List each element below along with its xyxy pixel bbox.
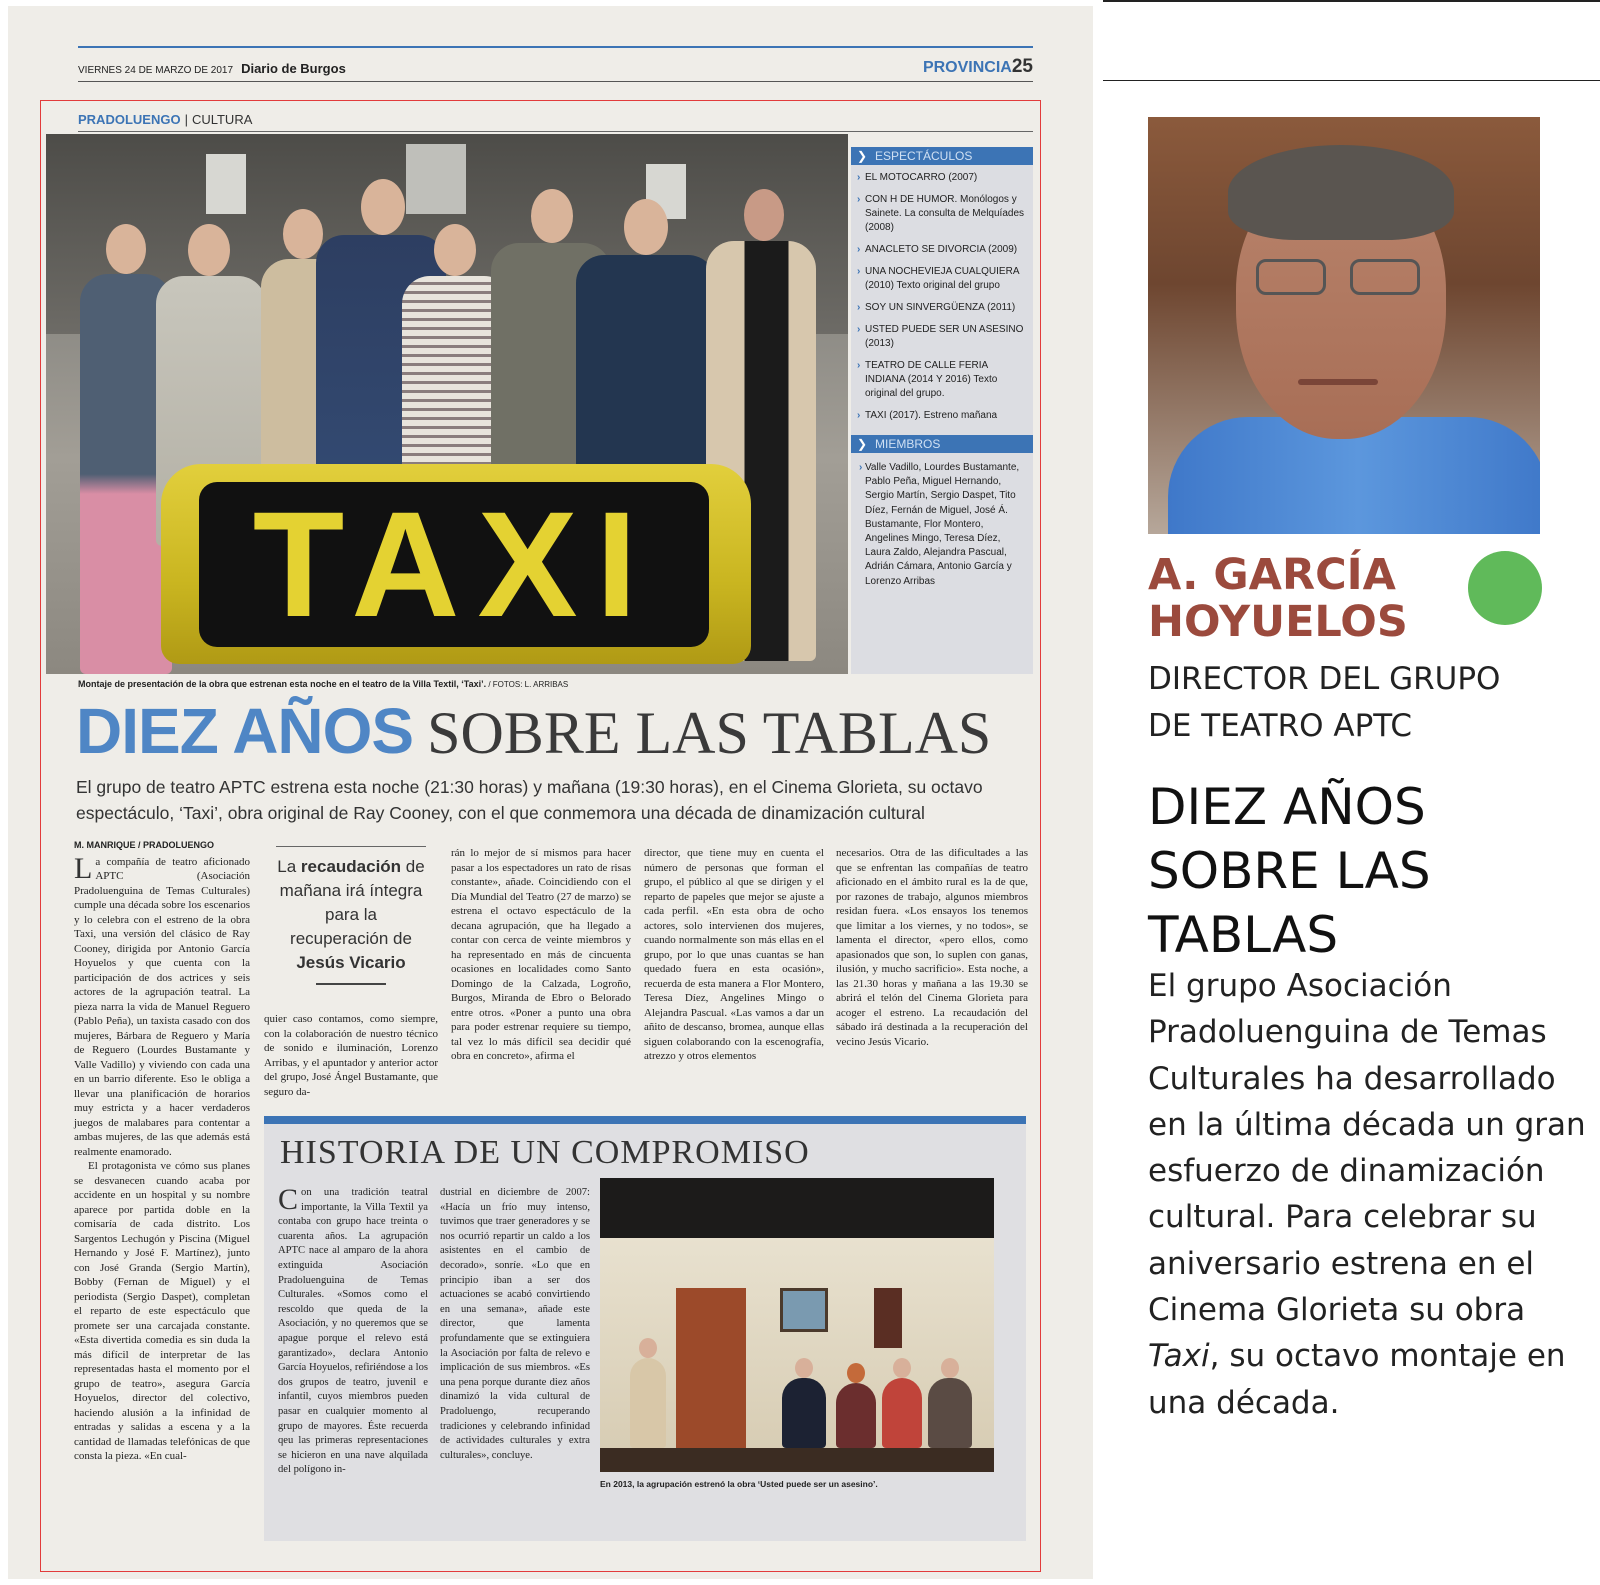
taxi-sign-plate (199, 482, 709, 647)
pull-quote-emphasis: Jesús Vicario (296, 953, 406, 972)
show-item: › CON H DE HUMOR. Monólogos y Sainete. La consulta de Melquíades (2008) (859, 193, 1027, 235)
stage-actor-head (847, 1363, 865, 1383)
photo-credit: / FOTOS: L. ARRIBAS (486, 680, 569, 689)
portrait-mouth (1298, 379, 1378, 385)
show-item: › UNA NOCHEVIEJA CUALQUIERA (2010) Texto original del grupo (859, 265, 1027, 293)
column-text: a compañía de teatro aficionado APTC (Asociación Pradoluenguina de Temas Culturales) cumple una década sobre los escenarios y lo celebra con el estreno de la obra Taxi, una versión del clásico de Ray Cooney, dirigida por Antonio García Hoyuelos y que cuenta con la participación de dos actrices y seis actores de la agrupación teatral. La pieza narra la vida de Manuel Reguero (Pablo Peña), un taxista casado con dos mujeres, Bárbara de Reguero y María de Reguero (Lourdes Bustamante y Valle Vadillo) y viviendo con cada una en un barrio diferente. Eso le obliga a llevar una planificación de horarios muy estricta y a hacer verdaderos juegos de malabares para contentar a ambas mujeres, de las que además está realmente enamorado. (74, 855, 250, 1158)
history-box-top-bar (264, 1116, 1026, 1124)
person-role-line: DIRECTOR DEL GRUPO (1148, 661, 1501, 697)
history-column-2: dustrial en diciembre de 2007: «Hacía un frío muy intenso, tuvimos que traer generadores y se nos ocurrió repartir un caldo a los asistentes en el cambio de decorado», sonríe. «Lo que en principio iban a ser dos actuaciones se acabó convirtiendo en una semana», añade este director, que lamenta profundamente que se extinguiera la Asociación por falta de relevo e implicación de sus miembros. «Es una pena porque durante diez años dinamizó la vida cultural de Pradoluengo, recuperando tradiciones y celebrando infinidad de actividades culturales y extra culturales», concluye. (440, 1187, 590, 1461)
article-column-1 (74, 838, 250, 1464)
page-number: 25 (1011, 56, 1033, 77)
portrait-glasses (1256, 259, 1426, 299)
person-name-line: HOYUELOS (1148, 597, 1408, 647)
history-box (264, 1116, 1026, 1541)
stage-actor-head (639, 1338, 657, 1358)
article-column-4: director, que tiene muy en cuenta el número de personas que forman el grupo, el público al que se dirigen y el reparto de papeles que mejor se ajuste a cada perfil. «En esta obra de ocho actores, solo intervienen dos mujeres, cuando normalmente son más ellas en el grupo, por lo que unas cuantas se han quedado fuera en esta ocasión», recuerda de esta manera a Flor Montero, Teresa Díez, Angelines Mingo o Alejandra Pascual. «Las vamos a dar un añito de descanso, bromea, aunque ellas siguen colaborando con la escenografía, atrezzo y otros elementos (644, 847, 824, 1062)
history-title: HISTORIA DE UN COMPROMISO (280, 1134, 810, 1171)
stage-painting (780, 1288, 828, 1332)
stage-actor (928, 1378, 972, 1448)
show-item: › USTED PUEDE SER UN ASESINO (2013) (859, 323, 1027, 351)
stage-actor (882, 1378, 922, 1448)
show-item: › EL MOTOCARRO (2007) (859, 171, 1027, 185)
article-kicker (78, 112, 1033, 127)
article-headline (76, 694, 991, 768)
pull-quote-text: de mañana irá íntegra para la recuperación de (279, 857, 425, 948)
panel-divider-rule (1103, 80, 1600, 81)
show-item: › SOY UN SINVERGÜENZA (2011) (859, 301, 1027, 315)
stage-photo-caption: En 2013, la agrupación estrenó la obra ‘Usted puede ser un asesino’. (600, 1479, 878, 1489)
portrait-hair (1228, 145, 1454, 240)
summary-text-emphasis: Taxi (1148, 1338, 1210, 1375)
pull-quote (276, 846, 426, 985)
director-portrait (1148, 117, 1540, 534)
headline-part-b: SOBRE LAS TABLAS (427, 700, 992, 766)
summary-text (1148, 963, 1593, 1426)
kicker-separator: | (184, 112, 188, 127)
article-column-5: necesarios. Otra de las dificultades a las que se enfrentan las compañías de teatro aficionado en el ámbito rural es la de que, por razones de trabajo, algunos miembros residan fuera. «Los ensayos los tenemos que limitar a los viernes, y no todos», se lamenta el director, «pero ellos, como apasionados que son, lo suplen con ganas, ilusión, y mucho sacrificio». Esta noche, a las 21.30 horas y mañana a las 19.30 se abrirá el telón del Cinema Glorieta para acoger el estreno. La recaudación del sábado irá destinada a la recuperación del vecino Jesús Vicario. (836, 847, 1028, 1048)
masthead-top-rule (78, 46, 1033, 48)
show-item: › TEATRO DE CALLE FERIA INDIANA (2014 Y 2016) Texto original del grupo. (859, 359, 1027, 401)
stage-actor (836, 1383, 876, 1448)
article-column-3: rán lo mejor de sí mismos para hacer pasar a los espectadores un rato de risas constante», añade. Coincidiendo con el Día Mundial del Teatro (27 de marzo) se estrena el octavo espectáculo de la decana agrupación, que ha llegado a contar con cerca de veinte miembros y ha representado en más de cincuenta ocasiones en localidades como Santo Domingo de la Calzada, Logroño, Burgos, Miranda de Ebro o Belorado entre otros. «Poner a punto una obra para poder estrenar requiere su tiempo, tal vez lo más difícil sea decidir qué obra en concreto», afirma el (451, 847, 631, 1062)
stage-door (676, 1288, 746, 1448)
stage-actor (630, 1358, 666, 1448)
stage-actor-head (941, 1358, 959, 1378)
pull-quote-text: La (277, 857, 301, 876)
section-label (923, 56, 1033, 78)
section-name: PROVINCIA (922, 59, 1012, 76)
pull-quote-emphasis: recaudación (300, 857, 402, 876)
show-item: › TAXI (2017). Estreno mañana (859, 409, 1027, 423)
photo-window (206, 154, 246, 214)
sidebar-members-heading: ❯ MIEMBROS (851, 435, 1033, 453)
summary-title: DIEZ AÑOS SOBRE LAS TABLAS (1148, 778, 1431, 964)
headline-part-a: DIEZ AÑOS (76, 695, 414, 767)
history-column-1 (278, 1183, 428, 1478)
show-item: › ANACLETO SE DIVORCIA (2009) (859, 243, 1027, 257)
sidebar-shows-heading: ❯ ESPECTÁCULOS (851, 147, 1033, 165)
drop-cap: L (74, 851, 93, 885)
byline: M. MANRIQUE / PRADOLUENGO (74, 840, 215, 850)
drop-cap: C (278, 1183, 299, 1216)
article-subheadline: El grupo de teatro APTC estrena esta noche (21:30 horas) y mañana (19:30 horas), en el Cinema Glorieta, su octavo espectáculo, ‘Taxi’, obra original de Ray Cooney, con el que conmemora una década de dinamización cultural (76, 777, 983, 823)
panel-top-rule (1103, 0, 1600, 2)
kicker-place: PRADOLUENGO (78, 112, 181, 127)
column-text: on una tradición teatral importante, la Villa Textil ya contaba con grupo hace treinta o cuarenta años. La agrupación APTC nace al amparo de la ahora extinguida Asociación Pradoluenguina de Temas Culturales. «Somos como el rescoldo que queda de la Asociación, y no queremos que se apague porque el relevo está garantizado», declara Antonio García Hoyuelos, refiriéndose a los dos grupos de teatro, juvenil e infantil, cuyos miembros pueden pasar en cualquier momento al grupo de mayores. Éste recuerda qeu las primeras representaciones se hicieron en una nave alquilada del polígono in- (278, 1187, 428, 1476)
masthead (78, 46, 1033, 82)
summary-text-part: , su octavo montaje en una década. (1148, 1338, 1566, 1421)
stage-actor (782, 1378, 826, 1448)
issue-date: VIERNES 24 DE MARZO DE 2017 (78, 65, 234, 76)
stage-floor (600, 1448, 994, 1472)
stage-photo (600, 1178, 994, 1472)
person-role-line: DE TEATRO APTC (1148, 708, 1413, 744)
stage-actor-head (893, 1358, 911, 1378)
stage-clock (874, 1288, 902, 1348)
kicker-rule (78, 131, 1033, 132)
kicker-topic: CULTURA (191, 112, 253, 127)
column-paragraph: El protagonista ve cómo sus planes se desvanecen cuando acaba por accidente en un hospital y su nombre aparece por partida doble en la comisaría de cada distrito. Los Sargentos Lechugón y Piscina (Miguel Hernando y José F. Martínez), junto con José Granda (Sergio Martín), Bobby (Fernan de Miguel) y el periodista (Sergio Daspet), completan el reparto de este espectáculo que promete ser una carcajada constante. «Esta divertida comedia es sin duda la más difícil de interpretar de las representadas hasta el momento por el grupo de teatro», asegura García Hoyuelos, director del colectivo, haciendo alusión a la infinidad de entradas y salidas a escena y a la cantidad de llamadas telefónicas de que consta la pieza. «En cual- (74, 1160, 250, 1462)
person-name (1148, 552, 1408, 646)
members-list: › Valle Vadillo, Lourdes Bustamante, Pablo Peña, Miguel Hernando, Sergio Martín, Sergio Daspet, Tito Díez, Fernán de Miguel, José Á. Bustamante, Flor Montero, Angelines Mingo, Teresa Díez, Laura Zaldo, Alejandra Pascual, Adrián Cámara, Antonio García y Lorenzo Arribas (851, 453, 1033, 589)
main-photo-caption (78, 679, 568, 689)
photo-window (406, 144, 466, 214)
newspaper-page (8, 6, 1093, 1579)
status-dot (1468, 551, 1542, 625)
person-name-line: A. GARCÍA (1148, 550, 1396, 600)
newspaper-brand: Diario de Burgos (241, 61, 346, 76)
caption-text: Montaje de presentación de la obra que estrenan esta noche en el teatro de la Villa Textil, ‘Taxi’. (78, 679, 487, 689)
sidebar-box (851, 147, 1033, 674)
main-photo (46, 134, 848, 674)
person-role (1148, 656, 1500, 750)
article-column-2: quier caso contamos, como siempre, con la colaboración de nuestro técnico de sonido e iluminación, Lorenzo Arribas, y el apuntador y anterior actor del grupo, José Ángel Bustamante, que seguro da- (264, 1013, 438, 1098)
taxi-sign-text: TAXI (252, 480, 656, 648)
stage-actor-head (795, 1358, 813, 1378)
summary-text-part: El grupo Asociación Pradoluenguina de Temas Culturales ha desarrollado en la última década un gran esfuerzo de dinamización cultural. Para celebrar su aniversario estrena en el Cinema Glorieta su obra (1148, 968, 1586, 1329)
taxi-sign (161, 464, 751, 664)
shows-list (851, 165, 1033, 435)
masthead-bottom-rule (78, 81, 1033, 82)
